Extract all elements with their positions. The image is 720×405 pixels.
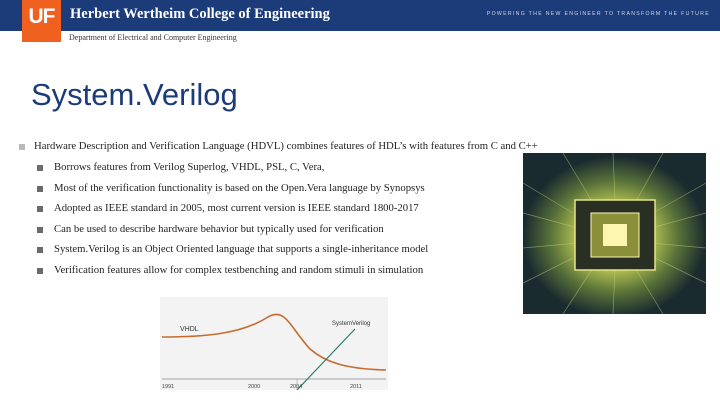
slide-title: System.Verilog [31, 77, 238, 112]
college-name: Herbert Wertheim College of Engineering [70, 6, 330, 22]
year-tick-label: 1991 [162, 384, 175, 390]
bullet-square-icon [37, 206, 43, 212]
bullet-square-icon [37, 268, 43, 274]
department-label: Department of Electrical and Computer Engineering [69, 33, 237, 42]
bullet-square-icon [37, 247, 43, 253]
uf-logo [22, 0, 61, 42]
systemverilog-label: SystemVerilog [332, 321, 371, 327]
main-bullet-text: Hardware Description and Verification Language (HDVL) combines features of HDL’s with features from C and C++ [34, 140, 538, 152]
language-trend-graph [160, 297, 388, 390]
vhdl-label: VHDL [180, 326, 199, 333]
sub-bullet-text: Borrows features from Verilog Superlog, VHDL, PSL, C, Vera, [54, 161, 325, 173]
uf-logo-text: UF [28, 5, 55, 28]
sub-bullet-text: System.Verilog is an Object Oriented language that supports a single-inheritance model [54, 243, 429, 255]
bullet-square-icon [19, 144, 25, 150]
year-tick-label: 2000 [248, 384, 261, 390]
bullet-square-icon [37, 227, 43, 233]
bullet-square-icon [37, 186, 43, 192]
sub-bullet-text: Adopted as IEEE standard in 2005, most current version is IEEE standard 1800-2017 [54, 202, 419, 214]
microchip-image [523, 153, 706, 314]
header-tagline: POWERING THE NEW ENGINEER TO TRANSFORM THE FUTURE [486, 11, 710, 17]
sub-bullet-text: Verification features allow for complex testbenching and random stimuli in simulation [54, 263, 424, 276]
year-tick-label: 2011 [350, 384, 362, 390]
year-tick-label: 2004 [290, 384, 303, 390]
bullet-square-icon [37, 165, 43, 171]
sub-bullet-text: Can be used to describe hardware behavior but typically used for verification [54, 222, 384, 235]
sub-bullet-text: Most of the verification functionality is based on the Open.Vera language by Synopsys [54, 181, 425, 194]
header-bar [0, 0, 720, 31]
